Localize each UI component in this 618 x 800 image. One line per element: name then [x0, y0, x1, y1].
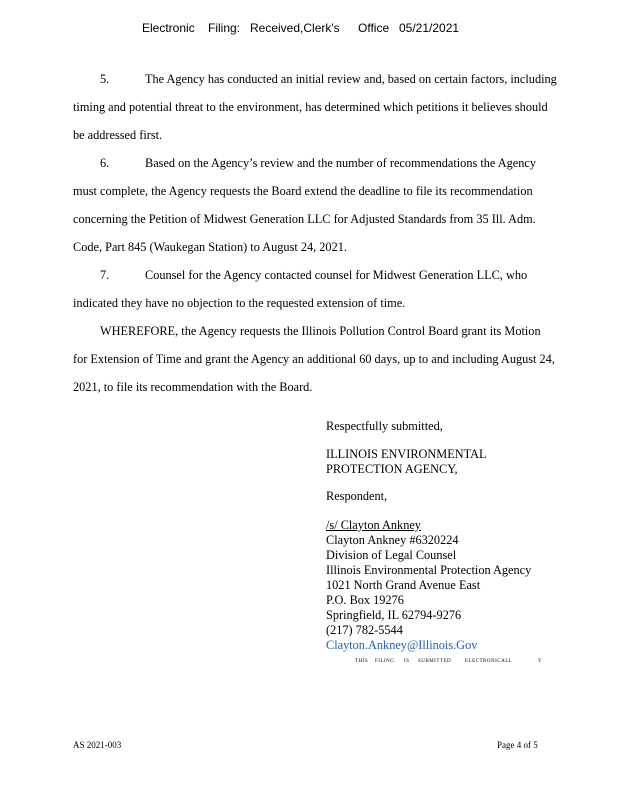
header-date: 05/21/2021 [399, 21, 460, 35]
paragraph-line: indicated they have no objection to the requested extension of time. [73, 296, 406, 310]
paragraph-line: WHEREFORE, the Agency requests the Illinois Pollution Control Board grant its Motion [100, 324, 541, 338]
header-office: Office [358, 21, 390, 35]
signer-name: Clayton Ankney #6320224 [326, 533, 459, 547]
notice-word: FILING [375, 659, 395, 664]
notice-word: Y [538, 659, 543, 664]
paragraph-line: 6. Based on the Agency’s review and the number of recommendations the Agency [73, 149, 588, 177]
paragraph-line: concerning the Petition of Midwest Generation LLC for Adjusted Standards from 35 Ill. Adm. [73, 212, 536, 226]
signature-role: Respondent, [326, 489, 388, 503]
signer-agency: Illinois Environmental Protection Agency [326, 563, 532, 577]
signature-line: /s/ Clayton Ankney [326, 518, 421, 532]
notice-word: THIS [355, 659, 369, 664]
signer-phone: (217) 782-5544 [326, 623, 403, 637]
wherefore-paragraph [73, 317, 588, 401]
paragraph-line: 5. The Agency has conducted an initial review and, based on certain factors, including [73, 65, 588, 93]
signer-email-link[interactable]: Clayton.Ankney@Illinois.Gov [326, 638, 478, 652]
header-filing: Filing: [208, 21, 241, 35]
signer-pobox: P.O. Box 19276 [326, 593, 404, 607]
footer-page-number: Page 4 of 5 [497, 740, 538, 750]
signature-block [326, 518, 531, 653]
header-electronic: Electronic [142, 21, 195, 35]
paragraph-line: Code, Part 845 (Waukegan Station) to August 24, 2021. [73, 240, 347, 254]
paragraph-line: 2021, to file its recommendation with the Board. [73, 380, 313, 394]
paragraph-number: 6. [100, 156, 110, 170]
notice-word: SUBMITTED [418, 659, 452, 664]
paragraph-7 [73, 261, 588, 317]
paragraph-6 [73, 149, 588, 261]
paragraph-number: 7. [100, 268, 110, 282]
paragraph-line: 7. Counsel for the Agency contacted counsel for Midwest Generation LLC, who [73, 261, 588, 289]
notice-word: ELECTRONICALL [465, 659, 513, 664]
paragraph-line: must complete, the Agency requests the Board extend the deadline to file its recommendation [73, 184, 533, 198]
paragraph-number: 5. [100, 72, 110, 86]
signer-division: Division of Legal Counsel [326, 548, 457, 562]
paragraph-line: for Extension of Time and grant the Agency an additional 60 days, up to and including August 24, [73, 352, 555, 366]
notice-word: IS [404, 659, 410, 664]
signer-street: 1021 North Grand Avenue East [326, 578, 481, 592]
paragraph-5 [73, 65, 588, 149]
paragraph-line: be addressed first. [73, 128, 163, 142]
header-received: Received,Clerk's [250, 21, 340, 35]
paragraph-line: timing and potential threat to the environment, has determined which petitions it believes should [73, 100, 548, 114]
footer-case-number: AS 2021-003 [73, 740, 122, 750]
signature-closing: Respectfully submitted, [326, 419, 443, 433]
signature-organization: ILLINOIS ENVIRONMENTAL PROTECTION AGENCY, [326, 447, 487, 476]
signer-city: Springfield, IL 62794-9276 [326, 608, 462, 622]
